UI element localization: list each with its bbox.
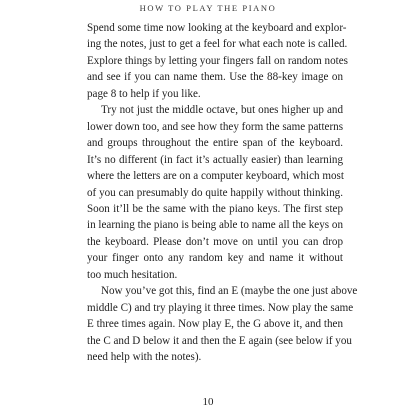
text-line: need help with the notes). [87,351,202,364]
paragraph-2 [87,102,343,283]
text-line: Now you’ve got this, find an E (maybe the one just above [101,285,358,298]
text-line: It’s no different (in fact it’s actually easier) than learning [87,153,343,166]
text-line: Explore things by letting your fingers fall on random notes [87,54,348,67]
text-line: Soon it’ll be the same with the piano keys. The first step [87,202,343,215]
text-line: middle C) and try playing it three times. Now play the same [87,301,354,314]
text-line: the C and D below it and then the E again (see below if you [87,334,352,347]
text-line: of you can presumably do quite happily without thinking. [87,186,343,199]
text-line: Spend some time now looking at the keyboard and explor- [87,22,347,34]
text-line: page 8 to help if you like. [87,87,201,100]
text-line: and groups throughout the entire span of the keyboard. [87,137,343,150]
text-line: and see if you can name them. Use the 88-key image on [87,71,343,84]
paragraph-1 [87,20,348,102]
page-number: 10 [202,396,214,408]
body-text [87,20,358,366]
text-line: too much hesitation. [87,268,178,281]
text-line: E three times again. Now play E, the G above it, and then [87,318,343,331]
text-line: in learning the piano is being able to name all the keys on [87,219,343,232]
running-head: HOW TO PLAY THE PIANO [139,3,277,13]
text-line: ing the notes, just to get a feel for what each note is called. [87,38,348,51]
text-line: where the letters are on a computer keyboard, which most [87,170,344,183]
text-line: Try not just the middle octave, but ones higher up and [101,104,343,117]
text-line: your finger onto any random key and name it without [87,252,343,265]
text-line: lower down too, and see how they form the same patterns [87,120,344,133]
text-line: the keyboard. Please don’t move on until you can drop [87,235,343,248]
paragraph-3 [87,283,358,365]
